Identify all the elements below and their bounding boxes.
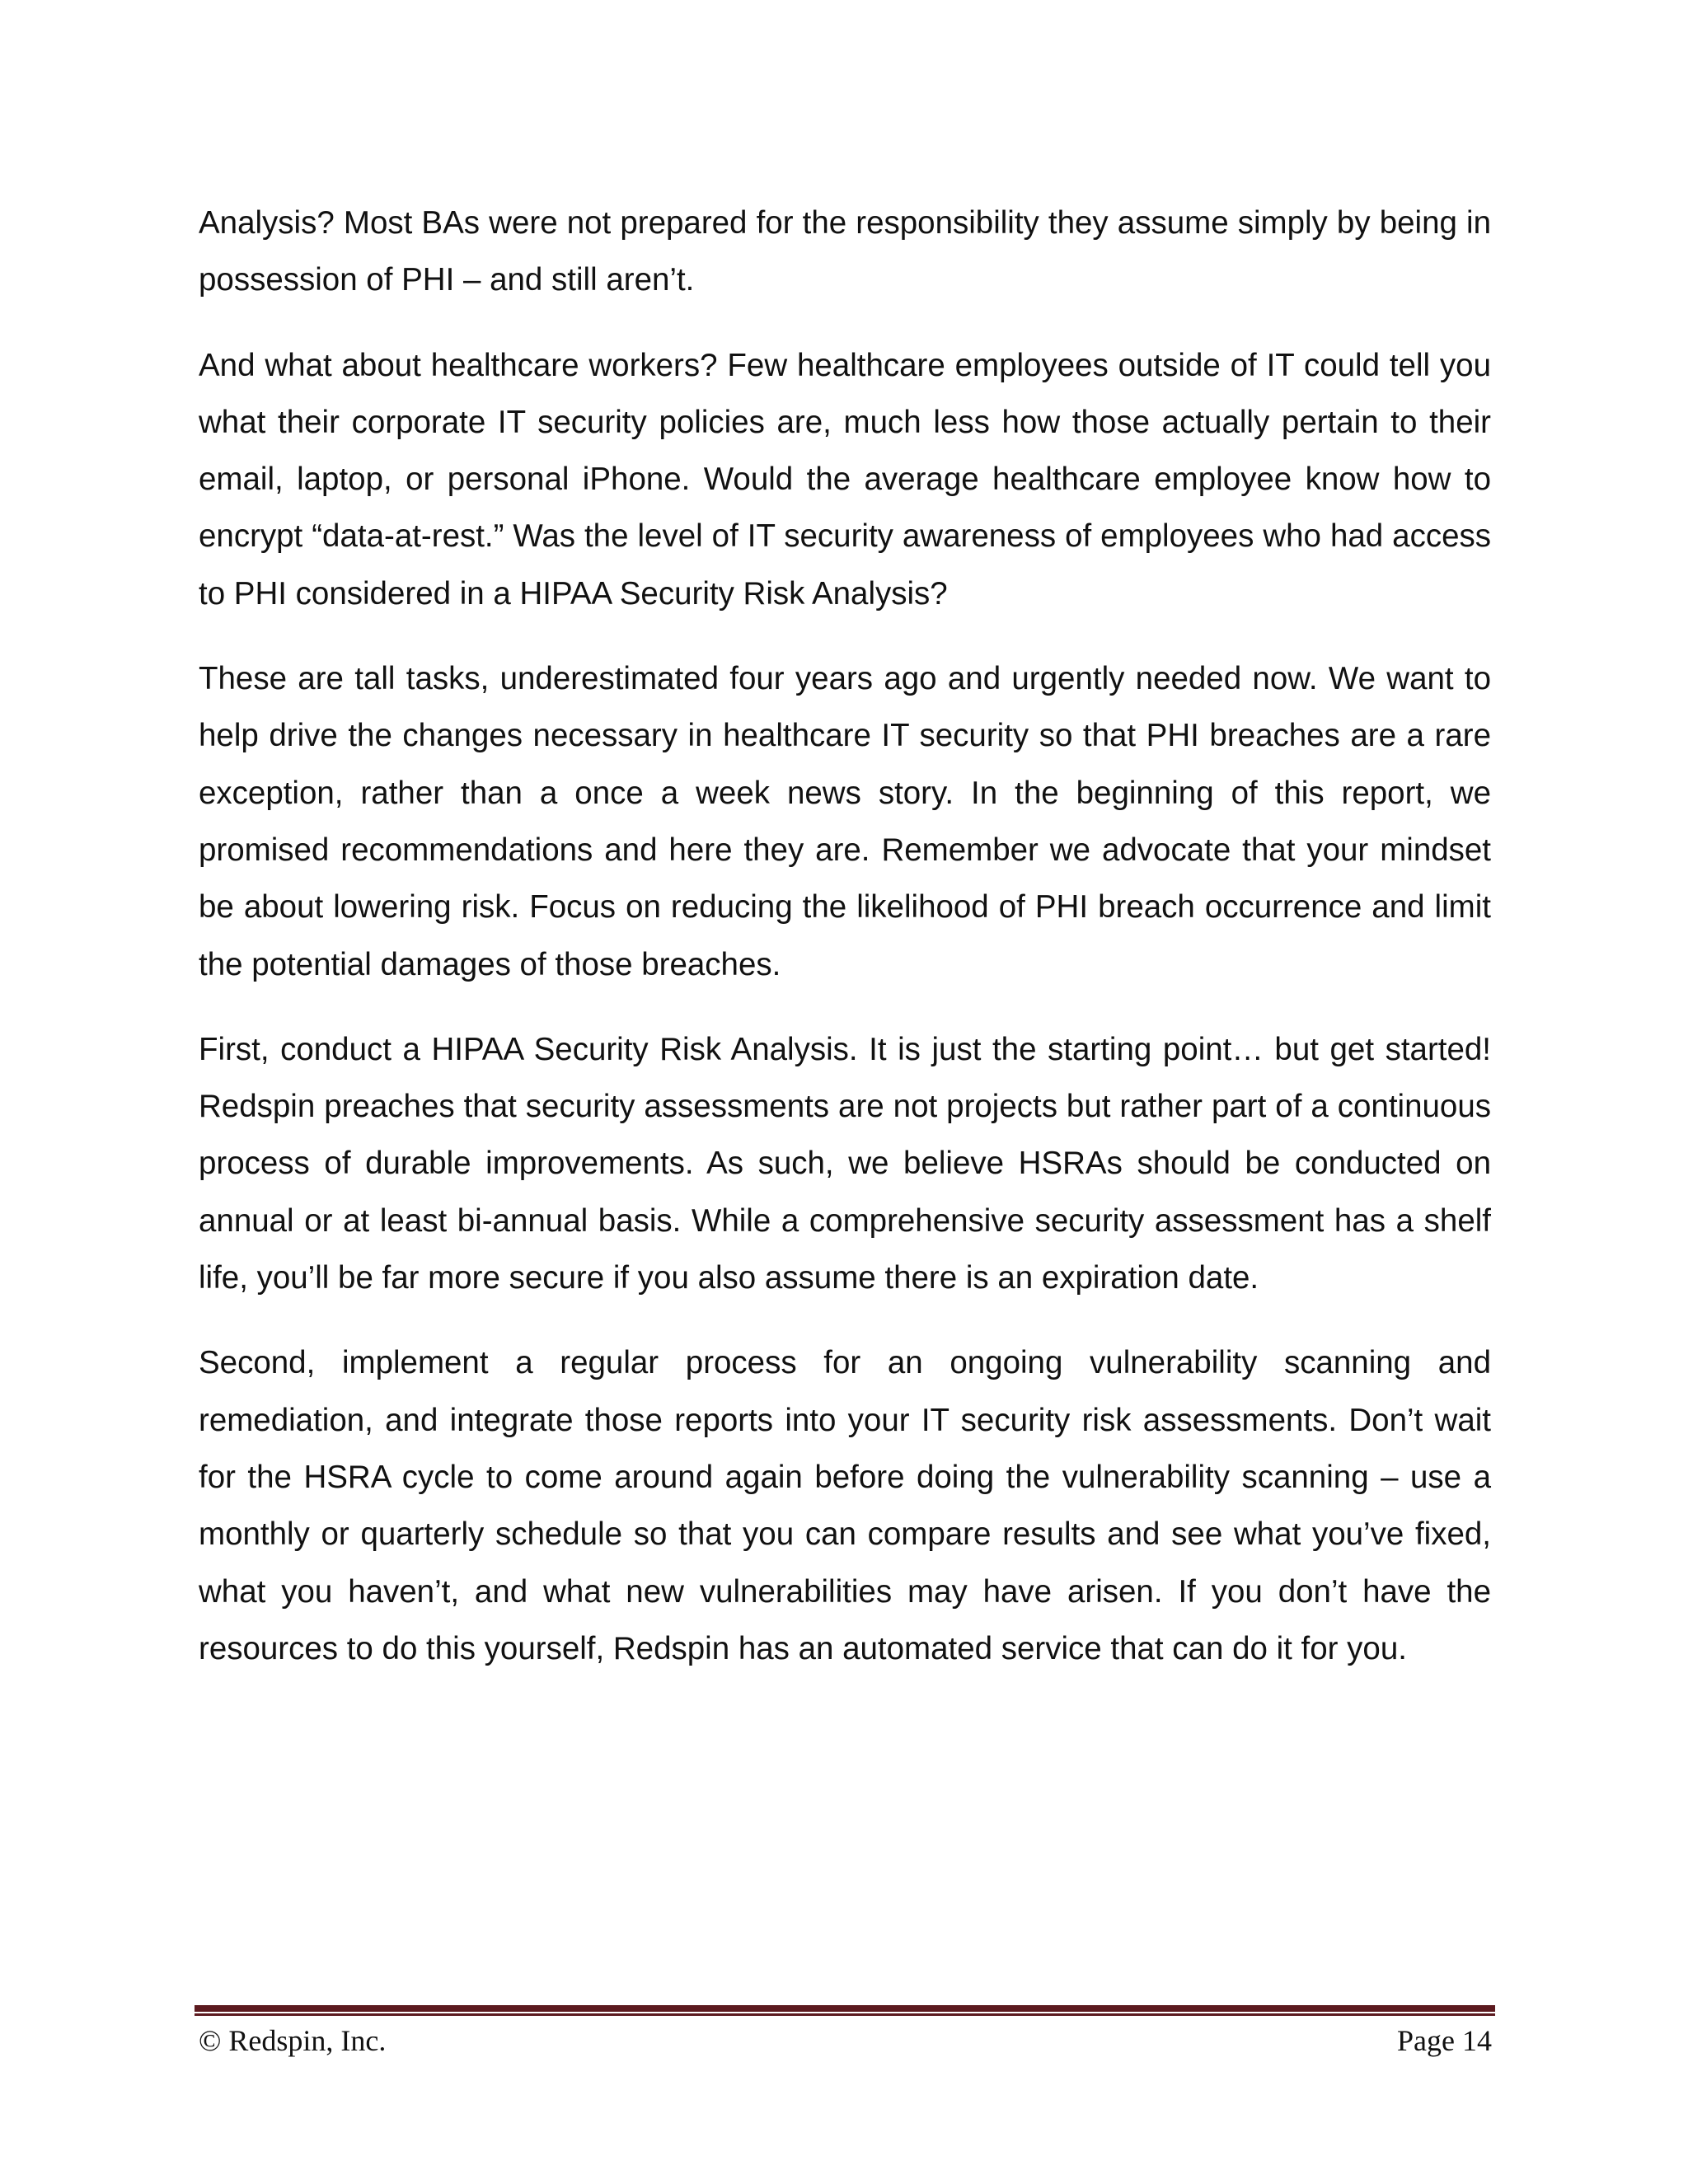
paragraph-tall-tasks: These are tall tasks, underestimated four years ago and urgently needed now. We want to help drive the changes necessary in healthcare IT security so that PHI breaches are a rare exception, rather than a once a week news story. In the beginning of this report, we promised recommendations and here they are. Remember we advocate that your mindset be about lowering risk. Focus on reducing the likelihood of PHI breach occurrence and limit the potential damages of those breaches.	[199, 661, 1491, 982]
paragraph-ba-analysis: Analysis? Most BAs were not prepared for the responsibility they assume simply by being in possession of PHI – and still aren’t.	[199, 205, 1491, 298]
footer-divider-thick-line	[195, 2005, 1495, 2012]
footer-copyright: © Redspin, Inc.	[199, 2024, 387, 2057]
paragraph-healthcare-workers: And what about healthcare workers? Few healthcare employees outside of IT could tell you what their corporate IT security policies are, much less how those actually pertain to their email, laptop, or personal iPhone. Would the average healthcare employee know how to encrypt “data-at-rest.” Was the level of IT security awareness of employees who had access to PHI considered in a HIPAA Security Risk Analysis?	[199, 347, 1491, 612]
footer-divider-thin-line	[195, 2013, 1495, 2016]
paragraph-first-recommendation: First, conduct a HIPAA Security Risk Analysis. It is just the starting point… but get started! Redspin preaches that security assessments are not projects but rather part of a continuous process of durable improvements. As such, we believe HSRAs should be conducted on annual or at least bi-annual basis. While a comprehensive security assessment has a shelf life, you’ll be far more secure if you also assume there is an expiration date.	[199, 1031, 1491, 1296]
paragraph-second-recommendation: Second, implement a regular process for an ongoing vulnerability scanning and remediation, and integrate those reports into your IT security risk assessments. Don’t wait for the HSRA cycle to come around again before doing the vulnerability scanning – use a monthly or quarterly schedule so that you can compare results and see what you’ve fixed, what you haven’t, and what new vulnerabilities may have arisen. If you don’t have the resources to do this yourself, Redspin has an automated service that can do it for you.	[199, 1345, 1491, 1666]
footer-divider	[195, 2005, 1495, 2016]
body-text	[199, 194, 1491, 1705]
footer-page-number: Page 14	[1397, 2024, 1492, 2057]
